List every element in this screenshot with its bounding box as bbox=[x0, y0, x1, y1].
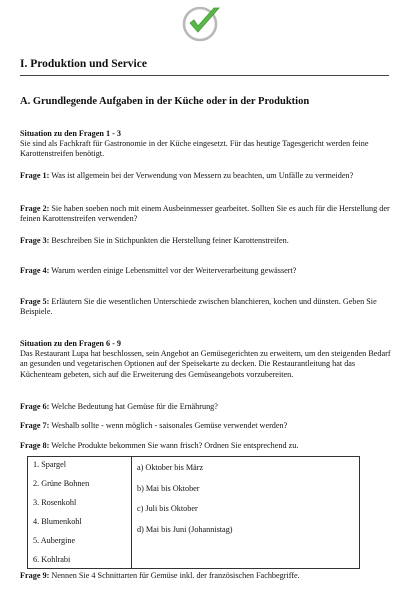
question-6 bbox=[20, 402, 392, 412]
product-item: 5. Aubergine bbox=[33, 536, 76, 545]
products-column bbox=[28, 457, 132, 569]
situation-2-text: Das Restaurant Lupa hat beschlossen, sein Angebot an Gemüsegerichten zu erweitern, um den steigenden Bedarf an gesunden und vegetarischen Optionen auf der Speisekarte zu decken. Die Restaurantleitung hat das Küchenteam gebeten, sich auf die Erweiterung des Gemüseangebots vorzubereiten. bbox=[20, 349, 391, 379]
product-item: 1. Spargel bbox=[33, 460, 67, 469]
question-9 bbox=[20, 571, 392, 581]
question-label: Frage 4: bbox=[20, 266, 50, 275]
question-label: Frage 6: bbox=[20, 402, 50, 411]
situation-1-title: Situation zu den Fragen 1 - 3 bbox=[20, 129, 121, 138]
question-text: Weshalb sollte - wenn möglich - saisonales Gemüse verwendet werden? bbox=[51, 421, 288, 430]
question-label: Frage 5: bbox=[20, 297, 50, 306]
question-3 bbox=[20, 236, 392, 246]
subsection-heading: A. Grundlegende Aufgaben in der Küche oder in der Produktion bbox=[20, 96, 310, 107]
checkmark-logo-icon bbox=[181, 4, 223, 42]
question-1 bbox=[20, 171, 392, 181]
situation-2-title: Situation zu den Fragen 6 - 9 bbox=[20, 339, 121, 348]
question-label: Frage 1: bbox=[20, 171, 50, 180]
situation-2-block bbox=[20, 339, 392, 380]
season-item: d) Mai bis Juni (Johannistag) bbox=[137, 524, 233, 534]
question-text: Beschreiben Sie in Stichpunkten die Herstellung feiner Karottenstreifen. bbox=[51, 236, 289, 245]
question-text: Warum werden einige Lebensmittel vor der Weiterverarbeitung gewässert? bbox=[51, 266, 297, 275]
season-item: b) Mai bis Oktober bbox=[137, 483, 200, 493]
question-7 bbox=[20, 421, 392, 431]
product-item: 6. Kohlrabi bbox=[33, 555, 71, 564]
question-5 bbox=[20, 297, 392, 317]
question-8 bbox=[20, 441, 392, 451]
question-4 bbox=[20, 266, 392, 276]
question-label: Frage 7: bbox=[20, 421, 50, 430]
question-2 bbox=[20, 204, 392, 224]
question-text: Welche Produkte bekommen Sie wann frisch? Ordnen Sie entsprechend zu. bbox=[51, 441, 299, 450]
question-label: Frage 9: bbox=[20, 571, 50, 580]
product-item: 4. Blumenkohl bbox=[33, 517, 82, 526]
question-text: Erläutern Sie die wesentlichen Unterschiede zwischen blanchieren, kochen und dünsten. Geben Sie Beispiele. bbox=[20, 297, 377, 317]
question-text: Welche Bedeutung hat Gemüse für die Ernährung? bbox=[51, 402, 218, 411]
season-item: c) Juli bis Oktober bbox=[137, 504, 198, 513]
season-item: a) Oktober bis März bbox=[137, 463, 204, 472]
question-label: Frage 8: bbox=[20, 441, 50, 450]
product-item: 2. Grüne Bohnen bbox=[33, 479, 90, 488]
heading-divider bbox=[20, 75, 389, 76]
matching-table bbox=[27, 456, 360, 569]
question-text: Was ist allgemein bei der Verwendung von Messern zu beachten, um Unfälle zu vermeiden? bbox=[51, 171, 354, 180]
seasons-column bbox=[132, 457, 360, 569]
question-text: Sie haben soeben noch mit einem Ausbeinmesser gearbeitet. Sollten Sie es auch für die Herstellung der feinen Karottenstreifen verwenden? bbox=[20, 204, 390, 224]
situation-1-text: Sie sind als Fachkraft für Gastronomie in der Küche eingesetzt. Für das heutige Tagesgericht werden feine Karottenstreifen benötigt. bbox=[20, 139, 369, 159]
question-label: Frage 2: bbox=[20, 204, 50, 213]
situation-1-block bbox=[20, 129, 392, 160]
question-text: Nennen Sie 4 Schnittarten für Gemüse inkl. der französischen Fachbegriffe. bbox=[51, 571, 300, 580]
product-item: 3. Rosenkohl bbox=[33, 498, 77, 507]
question-label: Frage 3: bbox=[20, 236, 50, 245]
section-heading: I. Produktion und Service bbox=[20, 58, 147, 70]
